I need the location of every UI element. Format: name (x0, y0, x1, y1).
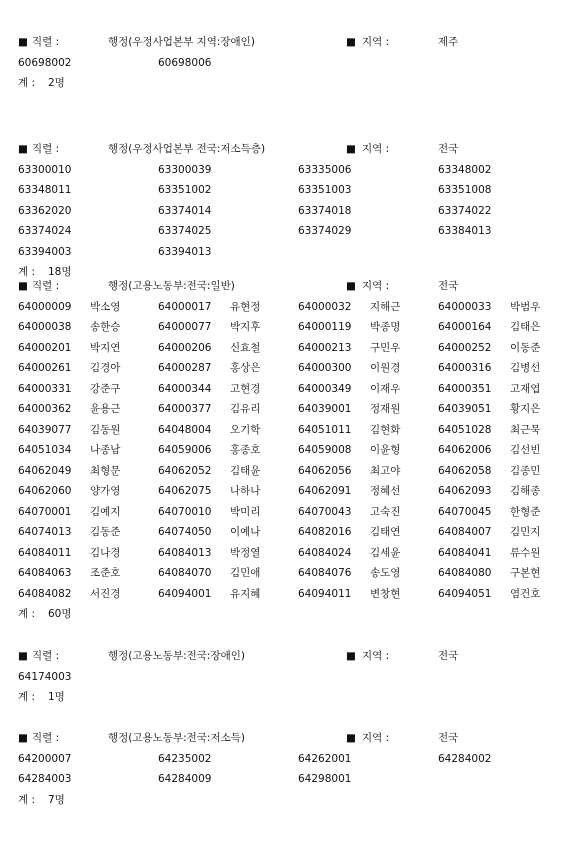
candidate-number: 63374029 (298, 225, 352, 237)
candidate-name: 김태연 (370, 526, 401, 538)
candidate-name: 고재엽 (510, 382, 541, 395)
candidate-number: 64048004 (158, 423, 212, 436)
candidate-number: 64070045 (438, 505, 492, 518)
candidate-number: 64000164 (438, 321, 492, 333)
candidate-number: 64062091 (298, 485, 352, 497)
candidate-number: 64000344 (158, 382, 212, 395)
job-value: 행정(고용노동부:전국:장애인) (108, 650, 245, 662)
job-value: 행정(우정사업본부 전국:저소득층) (108, 143, 266, 155)
candidate-number: 64084076 (298, 567, 352, 579)
candidate-number: 63335006 (298, 163, 352, 176)
candidate-name: 박지연 (90, 341, 121, 354)
candidate-name: 김민지 (510, 526, 541, 538)
candidate-name: 김세윤 (370, 546, 401, 559)
region-label: 지역 : (362, 280, 390, 292)
candidate-name: 박정열 (230, 546, 261, 559)
candidate-number: 64062052 (158, 464, 212, 477)
candidate-number: 64298001 (298, 773, 352, 785)
candidate-number: 63394013 (158, 245, 212, 258)
candidate-number: 64062049 (18, 464, 72, 477)
candidate-number: 64284002 (438, 752, 492, 765)
candidate-name: 김태은 (510, 321, 541, 333)
candidate-number: 60698002 (18, 56, 72, 69)
candidate-number: 64059006 (158, 444, 212, 456)
candidate-number: 63374022 (438, 204, 492, 217)
candidate-number: 64000032 (298, 300, 352, 313)
candidate-name: 조준호 (90, 567, 121, 579)
region-value: 전국 (438, 732, 459, 744)
region-marker-icon: ■ (346, 650, 356, 662)
candidate-name: 송도영 (370, 567, 401, 579)
candidate-name: 최고야 (370, 464, 401, 477)
candidate-number: 63348002 (438, 163, 492, 176)
candidate-number: 64000287 (158, 362, 212, 374)
candidate-number: 63351008 (438, 184, 492, 196)
candidate-name: 이예나 (230, 526, 261, 538)
region-value: 전국 (438, 650, 459, 662)
candidate-name: 고숙진 (370, 505, 401, 518)
candidate-number: 64084007 (438, 526, 492, 538)
candidate-name: 나종남 (90, 444, 121, 456)
candidate-number: 63300010 (18, 163, 72, 176)
job-value: 행정(고용노동부:전국:저소득) (108, 732, 245, 744)
candidate-number: 63374025 (158, 225, 212, 237)
section-marker-icon: ■ (18, 650, 28, 662)
candidate-number: 64000351 (438, 382, 492, 395)
candidate-number: 60698006 (158, 56, 212, 69)
candidate-number: 64084013 (158, 546, 212, 559)
candidate-name: 고현경 (230, 382, 261, 395)
candidate-number: 63384013 (438, 225, 492, 237)
total-label: 계 : (18, 608, 36, 620)
region-value: 제주 (438, 36, 459, 48)
region-value: 전국 (438, 280, 459, 292)
candidate-number: 63374018 (298, 204, 352, 217)
candidate-number: 64059008 (298, 444, 352, 456)
candidate-number: 64094011 (298, 587, 352, 600)
candidate-number: 63351002 (158, 184, 212, 196)
total-label: 계 : (18, 266, 36, 278)
candidate-name: 지해근 (370, 300, 401, 313)
candidate-number: 64062093 (438, 485, 492, 497)
candidate-number: 64084011 (18, 546, 72, 559)
region-label: 지역 : (362, 732, 390, 744)
candidate-name: 김동준 (90, 526, 121, 538)
candidate-name: 김태윤 (230, 464, 261, 477)
candidate-number: 64051011 (298, 423, 352, 436)
candidate-number: 64062056 (298, 464, 352, 477)
candidate-number: 63394003 (18, 245, 72, 258)
candidate-name: 황지은 (510, 403, 541, 415)
candidate-number: 64039001 (298, 403, 352, 415)
candidate-number: 64074013 (18, 526, 72, 538)
candidate-name: 정혜선 (370, 485, 401, 497)
total-label: 계 : (18, 691, 36, 703)
candidate-number: 64039051 (438, 403, 492, 415)
candidate-name: 류수원 (510, 546, 541, 559)
candidate-number: 64070043 (298, 505, 352, 518)
region-label: 지역 : (362, 143, 390, 155)
job-label: 직렬 : (32, 36, 60, 48)
section-marker-icon: ■ (18, 36, 28, 48)
candidate-number: 64000261 (18, 362, 72, 374)
section-marker-icon: ■ (18, 732, 28, 744)
candidate-number: 64084080 (438, 567, 492, 579)
candidate-number: 64084082 (18, 587, 72, 600)
candidate-number: 64070010 (158, 505, 212, 518)
candidate-number: 63300039 (158, 163, 212, 176)
candidate-number: 64000377 (158, 403, 212, 415)
candidate-number: 64094051 (438, 587, 492, 600)
region-marker-icon: ■ (346, 36, 356, 48)
candidate-number: 64200007 (18, 752, 72, 765)
candidate-name: 이재우 (370, 382, 401, 395)
candidate-number: 64284003 (18, 773, 72, 785)
candidate-number: 64000362 (18, 403, 72, 415)
candidate-name: 구본현 (510, 567, 541, 579)
total-value: 18명 (48, 266, 72, 278)
region-marker-icon: ■ (346, 143, 356, 155)
total-value: 1명 (48, 691, 65, 703)
section-marker-icon: ■ (18, 280, 28, 292)
candidate-number: 64000213 (298, 341, 352, 354)
candidate-name: 이동준 (510, 341, 541, 354)
total-value: 60명 (48, 608, 72, 620)
candidate-number: 64062006 (438, 444, 492, 456)
candidate-name: 김선빈 (510, 444, 541, 456)
candidate-name: 송한승 (90, 321, 121, 333)
candidate-number: 64082016 (298, 526, 352, 538)
candidate-name: 김현화 (370, 423, 401, 436)
candidate-number: 64051034 (18, 444, 72, 456)
region-marker-icon: ■ (346, 280, 356, 292)
candidate-name: 김나경 (90, 546, 121, 559)
candidate-number: 63374014 (158, 204, 212, 217)
candidate-name: 윤용근 (90, 403, 121, 415)
region-label: 지역 : (362, 650, 390, 662)
candidate-name: 신효철 (230, 341, 261, 354)
candidate-name: 한형준 (510, 505, 541, 518)
candidate-name: 박소영 (90, 300, 121, 313)
job-value: 행정(우정사업본부 지역:장애인) (108, 36, 255, 48)
region-marker-icon: ■ (346, 732, 356, 744)
job-label: 직렬 : (32, 280, 60, 292)
candidate-name: 박지후 (230, 321, 261, 333)
candidate-name: 이윤형 (370, 444, 401, 456)
job-label: 직렬 : (32, 650, 60, 662)
candidate-name: 김유리 (230, 403, 261, 415)
candidate-name: 양가영 (90, 485, 121, 497)
candidate-name: 박범우 (510, 300, 541, 313)
candidate-name: 김예지 (90, 505, 121, 518)
candidate-number: 63362020 (18, 204, 72, 217)
candidate-number: 64074050 (158, 526, 212, 538)
candidate-name: 구민우 (370, 341, 401, 354)
candidate-number: 63374024 (18, 225, 72, 237)
total-value: 2명 (48, 77, 65, 89)
job-label: 직렬 : (32, 732, 60, 744)
candidate-name: 정재원 (370, 403, 401, 415)
region-value: 전국 (438, 143, 459, 155)
candidate-number: 64174003 (18, 670, 72, 683)
candidate-name: 홍종호 (230, 444, 261, 456)
candidate-name: 김경아 (90, 362, 121, 374)
candidate-number: 64284009 (158, 773, 212, 785)
candidate-number: 63348011 (18, 184, 72, 196)
job-value: 행정(고용노동부:전국:일반) (108, 280, 235, 292)
total-label: 계 : (18, 793, 36, 806)
candidate-number: 64000119 (298, 321, 352, 333)
candidate-number: 63351003 (298, 184, 352, 196)
candidate-name: 유현정 (230, 300, 261, 313)
candidate-name: 염건호 (510, 587, 541, 600)
candidate-name: 김동원 (90, 423, 121, 436)
candidate-number: 64062075 (158, 485, 212, 497)
candidate-number: 64000252 (438, 341, 492, 354)
candidate-number: 64084063 (18, 567, 72, 579)
candidate-number: 64000300 (298, 362, 352, 374)
section-marker-icon: ■ (18, 143, 28, 155)
region-label: 지역 : (362, 36, 390, 48)
candidate-number: 64084024 (298, 546, 352, 559)
candidate-number: 64000201 (18, 341, 72, 354)
candidate-name: 김종민 (510, 464, 541, 477)
candidate-name: 이원경 (370, 362, 401, 374)
total-label: 계 : (18, 77, 36, 89)
candidate-number: 64000038 (18, 321, 72, 333)
candidate-name: 서진경 (90, 587, 121, 600)
candidate-number: 64000009 (18, 300, 72, 313)
candidate-name: 박종명 (370, 321, 401, 333)
candidate-number: 64039077 (18, 423, 72, 436)
candidate-number: 64051028 (438, 423, 492, 436)
candidate-name: 강준구 (90, 382, 121, 395)
candidate-number: 64084041 (438, 546, 492, 559)
candidate-name: 최근묵 (510, 423, 541, 436)
candidate-number: 64000077 (158, 321, 212, 333)
job-label: 직렬 : (32, 143, 60, 155)
candidate-name: 유지혜 (230, 587, 261, 600)
candidate-number: 64070001 (18, 505, 72, 518)
candidate-name: 최형문 (90, 464, 121, 477)
candidate-name: 홍상은 (230, 362, 261, 374)
candidate-name: 김병선 (510, 362, 541, 374)
total-value: 7명 (48, 793, 65, 806)
candidate-number: 64000316 (438, 362, 492, 374)
candidate-name: 오기학 (230, 423, 261, 436)
candidate-name: 김해종 (510, 485, 541, 497)
candidate-name: 김민애 (230, 567, 261, 579)
candidate-name: 나하나 (230, 485, 261, 497)
candidate-number: 64000206 (158, 341, 212, 354)
candidate-number: 64000033 (438, 300, 492, 313)
candidate-number: 64262001 (298, 752, 352, 765)
candidate-number: 64062058 (438, 464, 492, 477)
candidate-number: 64094001 (158, 587, 212, 600)
candidate-number: 64235002 (158, 752, 212, 765)
candidate-number: 64000349 (298, 382, 352, 395)
candidate-number: 64062060 (18, 485, 72, 497)
candidate-number: 64000017 (158, 300, 212, 313)
candidate-number: 64084070 (158, 567, 212, 579)
candidate-name: 박미리 (230, 505, 261, 518)
candidate-name: 변창현 (370, 587, 401, 600)
candidate-number: 64000331 (18, 382, 72, 395)
